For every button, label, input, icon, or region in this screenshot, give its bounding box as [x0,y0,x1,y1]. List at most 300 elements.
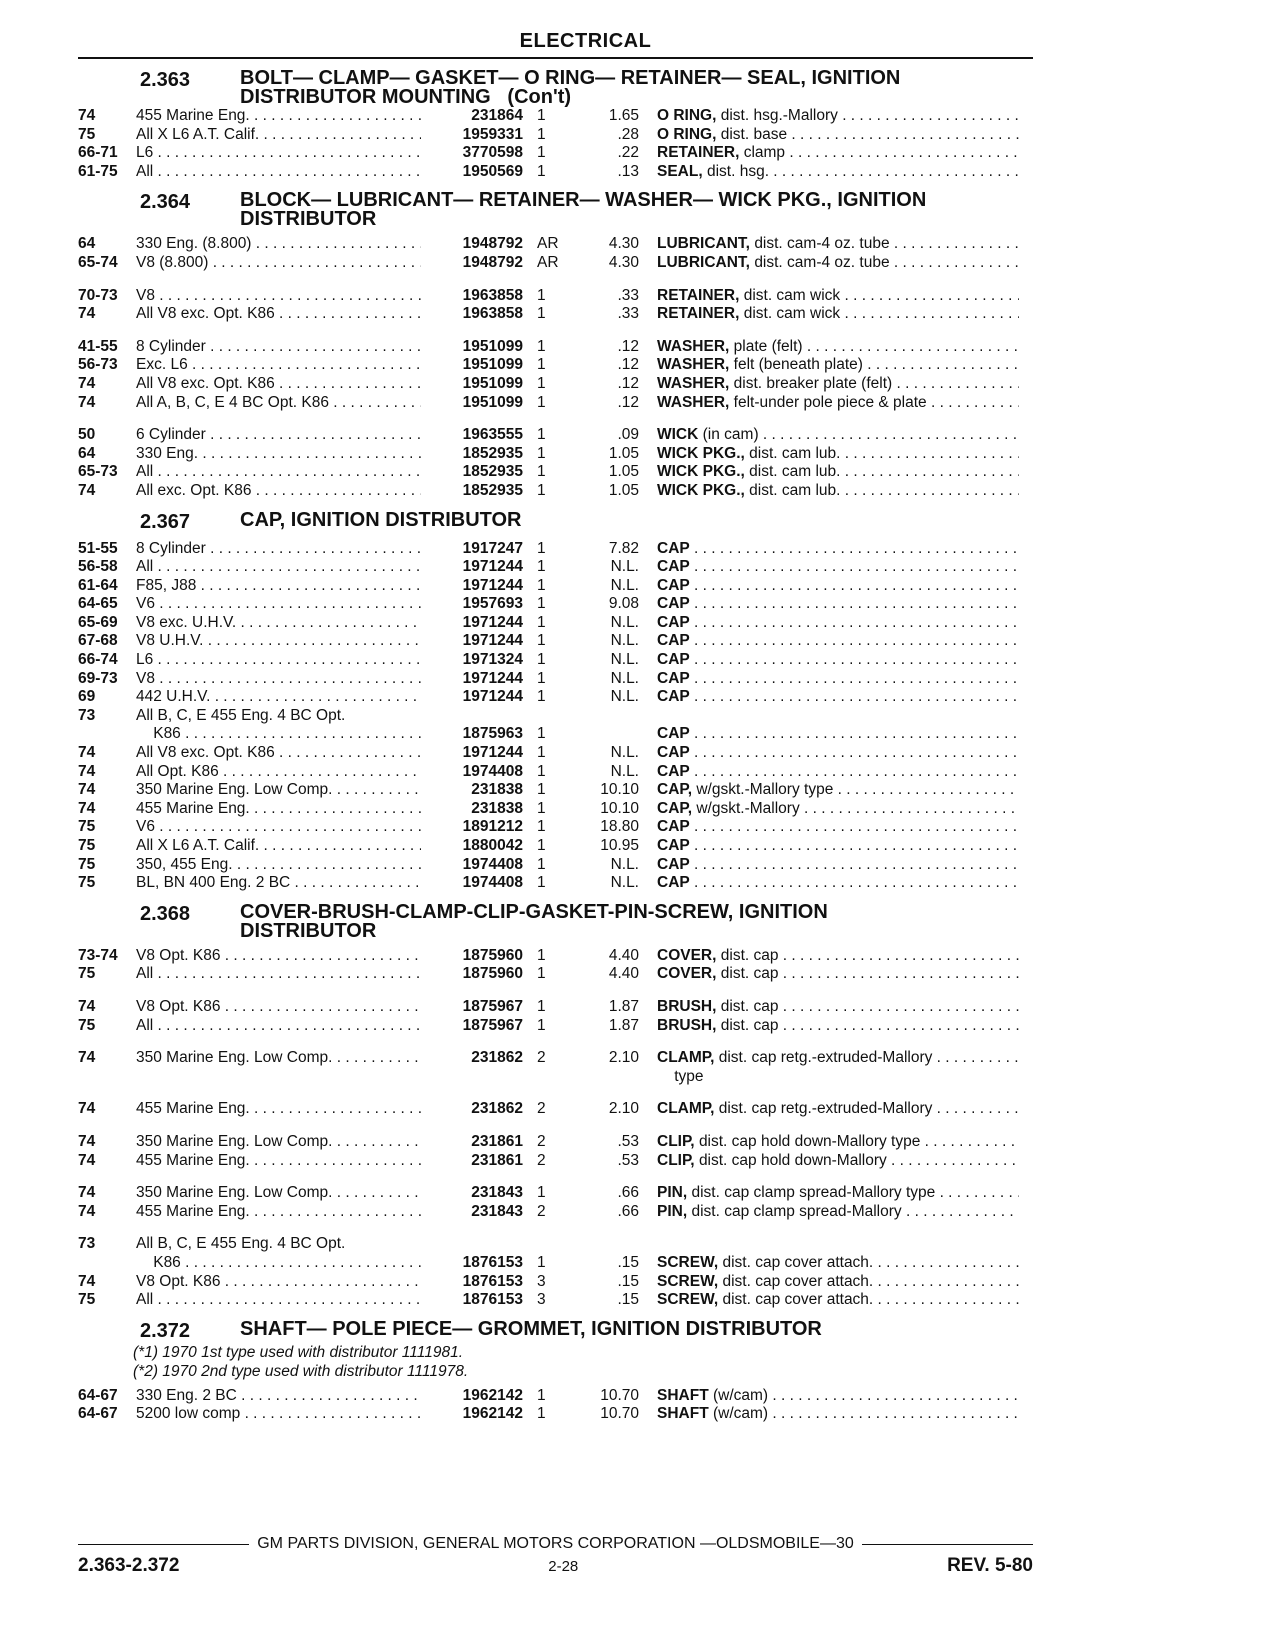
item-name: RETAINER, [657,305,740,323]
quantity-cell [523,254,581,273]
item-name: CAP [657,558,690,576]
part-row [78,837,1033,856]
application-cell-text: 350 Marine Eng. Low Comp. [136,1049,333,1067]
year-cell-text: 69-73 [78,669,118,687]
year-cell-text: 74 [78,799,96,817]
application-cell [136,1068,421,1087]
part-row [78,744,1033,763]
footer-publisher: GM PARTS DIVISION, GENERAL MOTORS CORPORATION —OLDSMOBILE—30 [257,1535,854,1552]
leader-dots [785,144,1019,161]
application-cell-text: V8 Opt. K86 [136,997,221,1015]
year-cell-text: 74 [78,781,96,799]
quantity-cell-text: 1 [537,946,546,964]
application-cell [136,744,421,763]
leader-dots [188,356,421,373]
year-cell-text: 65-74 [78,253,118,271]
price-cell-text: 1.87 [608,1016,639,1034]
part-number-cell-text: 1971244 [462,576,523,594]
year-cell [78,287,136,306]
part-row [78,1273,1033,1292]
part-number-cell [421,445,523,464]
part-number-cell [421,394,523,413]
quantity-cell-text: 1 [537,799,546,817]
price-cell-text: 4.30 [608,235,639,253]
part-number-cell-text: 1974408 [462,874,523,892]
quantity-cell [523,1184,581,1203]
item-name: WASHER, [657,393,730,411]
price-cell-text: N.L. [610,762,639,780]
item-name: WASHER, [657,374,730,392]
price-cell [581,445,639,464]
leader-dots [690,744,1019,761]
leader-dots [181,1254,421,1271]
description-cell [639,744,1019,763]
quantity-cell [523,614,581,633]
item-name: CAP [657,725,690,743]
quantity-cell [523,1405,581,1424]
quantity-cell [523,725,581,744]
leader-dots [690,632,1019,649]
quantity-cell [523,818,581,837]
part-number-cell-text: 1963858 [462,286,523,304]
year-cell-text: 66-71 [78,144,118,162]
section-title [240,191,926,229]
application-cell-text: All [136,1016,154,1034]
leader-dots [153,1291,421,1308]
price-cell-text: .53 [617,1151,639,1169]
item-description: dist. cam wick [743,286,841,304]
application-cell [136,1387,421,1406]
application-cell-text: All [136,1291,154,1309]
year-cell [78,818,136,837]
leader-dots [778,965,1019,982]
quantity-cell-text: 1 [537,558,546,576]
application-cell-text: 6 Cylinder [136,426,206,444]
quantity-cell [523,1235,581,1254]
part-number-cell-text: 1962142 [462,1405,523,1423]
leader-dots [259,837,421,854]
part-row [78,540,1033,559]
leader-dots [769,163,1019,180]
section-title-line1: SHAFT— POLE PIECE— GROMMET, IGNITION DISTRIBUTOR [240,1317,822,1340]
part-number-cell-text: 1959331 [462,125,523,143]
leader-dots [840,305,1019,322]
year-cell-text: 73 [78,706,96,724]
application-cell [136,763,421,782]
item-name: CAP [657,818,690,836]
price-cell [581,1405,639,1424]
quantity-cell [523,688,581,707]
section-2-372 [78,1317,1033,1424]
part-row [78,632,1033,651]
description-cell [639,287,1019,306]
group-spacer [78,1221,1033,1235]
year-cell [78,837,136,856]
description-cell [639,800,1019,819]
part-row [78,163,1033,182]
application-cell-text: 330 Eng. (8.800) [136,235,252,253]
year-cell [78,763,136,782]
quantity-cell-text: 2 [537,1151,546,1169]
footer-bottom [78,1555,1033,1577]
year-cell [78,595,136,614]
description-cell [639,305,1019,324]
leader-dots [690,763,1019,780]
year-cell-text: 75 [78,125,96,143]
part-row [78,1100,1033,1119]
leader-dots [332,1184,421,1201]
price-cell [581,1203,639,1222]
quantity-cell-text: 1 [537,463,546,481]
price-cell [581,614,639,633]
description-cell [639,394,1019,413]
quantity-cell-text: 1 [537,725,546,743]
year-cell-text: 70-73 [78,286,118,304]
leader-dots [259,126,421,143]
price-cell [581,1387,639,1406]
part-number-cell [421,744,523,763]
price-cell [581,482,639,501]
price-cell [581,235,639,254]
application-cell-text: All A, B, C, E 4 BC Opt. K86 [136,393,329,411]
leader-dots [840,482,1019,499]
description-cell [639,107,1019,126]
year-cell-text: 74 [78,1100,96,1118]
footer-line [78,1535,1033,1553]
item-name: CLAMP, [657,1100,715,1118]
application-cell-text: BL, BN 400 Eng. 2 BC [136,874,291,892]
description-cell [639,1273,1019,1292]
year-cell-text: 74 [78,1184,96,1202]
description-cell [639,947,1019,966]
part-number-cell [421,651,523,670]
quantity-cell-text: 1 [537,576,546,594]
quantity-cell [523,670,581,689]
part-number-cell [421,235,523,254]
part-row [78,1387,1033,1406]
price-cell [581,856,639,875]
leader-dots [787,126,1019,143]
item-name: CAP [657,613,690,631]
description-cell [639,781,1019,800]
leader-dots [220,1273,421,1290]
leader-dots [220,947,421,964]
part-row [78,595,1033,614]
price-cell-text: 10.10 [600,781,639,799]
description-cell [639,856,1019,875]
price-cell [581,163,639,182]
leader-dots [206,338,421,355]
part-number-cell [421,287,523,306]
part-row [78,463,1033,482]
item-description: felt-under pole piece & plate [733,393,927,411]
year-cell [78,707,136,726]
item-description: w/gskt.-Mallory [696,799,800,817]
item-name: CAP [657,855,690,873]
part-row [78,1184,1033,1203]
application-cell-text: All exc. Opt. K86 [136,481,252,499]
item-name: CLIP, [657,1132,695,1150]
description-cell [639,1133,1019,1152]
application-cell-text: K86 [136,725,181,743]
quantity-cell-text: AR [537,253,559,271]
sections-container [78,69,1033,1424]
section-heading [140,508,1033,534]
part-row [78,126,1033,145]
leader-dots [250,1203,421,1220]
item-name: SEAL, [657,162,703,180]
quantity-cell [523,781,581,800]
price-cell-text: .15 [617,1272,639,1290]
price-cell [581,540,639,559]
application-cell-text: 350 Marine Eng. Low Comp. [136,1132,333,1150]
quantity-cell-text: 1 [537,356,546,374]
year-cell [78,463,136,482]
description-cell [639,998,1019,1017]
item-name: WICK PKG., [657,481,745,499]
price-cell-text: .22 [617,144,639,162]
quantity-cell [523,426,581,445]
part-row [78,577,1033,596]
application-cell-text: V8 Opt. K86 [136,1272,221,1290]
part-row [78,781,1033,800]
description-cell [639,1203,1019,1222]
part-number-cell-text: 1875967 [462,1016,523,1034]
part-number-cell-text: 1974408 [462,762,523,780]
part-number-cell [421,1068,523,1087]
description-cell [639,235,1019,254]
quantity-cell-text: 1 [537,107,546,124]
part-number-cell-text: 1962142 [462,1386,523,1404]
item-name: COVER, [657,946,717,964]
leader-dots [690,725,1019,742]
part-number-cell [421,107,523,126]
quantity-cell-text: 2 [537,1100,546,1118]
leader-dots [690,577,1019,594]
year-cell-text: 74 [78,997,96,1015]
year-cell [78,426,136,445]
part-number-cell [421,837,523,856]
year-cell-text: 74 [78,1202,96,1220]
application-cell-text: 442 U.H.V. [136,688,211,706]
item-name: BRUSH, [657,1016,717,1034]
part-number-cell [421,1049,523,1068]
price-cell-text: N.L. [610,744,639,762]
description-cell [639,1049,1019,1068]
item-description: dist. cam-4 oz. tube [754,253,890,271]
price-cell [581,874,639,893]
application-cell [136,965,421,984]
price-cell-text: .12 [617,337,639,355]
part-number-cell [421,540,523,559]
application-cell-text: All [136,162,154,180]
year-cell [78,540,136,559]
year-cell-text: 75 [78,818,96,836]
part-number-cell-text: 1971244 [462,669,523,687]
price-cell [581,670,639,689]
price-cell [581,744,639,763]
application-cell [136,126,421,145]
application-cell-text: 330 Eng. [136,444,199,462]
part-number-cell [421,558,523,577]
application-cell [136,338,421,357]
item-description: type [657,1067,704,1085]
price-cell [581,1184,639,1203]
year-cell [78,375,136,394]
description-cell [639,356,1019,375]
part-row [78,614,1033,633]
application-cell [136,781,421,800]
quantity-cell [523,1203,581,1222]
price-cell [581,1291,639,1310]
year-cell [78,1203,136,1222]
item-name: SHAFT [657,1405,709,1423]
application-cell [136,1100,421,1119]
price-cell-text: 4.40 [608,965,639,983]
quantity-cell-text: 1 [537,1386,546,1404]
part-number-cell [421,426,523,445]
section-number: 2.367 [140,510,191,533]
item-name: WASHER, [657,337,730,355]
year-cell-text: 64-67 [78,1405,118,1423]
price-cell-text: .33 [617,305,639,323]
quantity-cell [523,800,581,819]
price-cell-text: 1.05 [608,444,639,462]
price-cell [581,725,639,744]
item-description: dist. cam lub. [749,481,841,499]
item-description: dist. cam wick [743,305,841,323]
item-name: SHAFT [657,1386,709,1404]
item-name: CAP [657,539,690,557]
leader-dots [803,338,1019,355]
item-name: PIN, [657,1184,688,1202]
item-name: CAP [657,669,690,687]
price-cell [581,1254,639,1273]
group-spacer [78,984,1033,998]
leader-dots [155,287,421,304]
year-cell-text: 74 [78,481,96,499]
description-cell [639,163,1019,182]
leader-dots [768,1405,1019,1422]
quantity-cell-text: 1 [537,781,546,799]
application-cell [136,254,421,273]
application-cell [136,1152,421,1171]
year-cell-text: 74 [78,1151,96,1169]
year-cell-text: 74 [78,1272,96,1290]
quantity-cell [523,744,581,763]
item-name: CAP [657,762,690,780]
price-cell-text: N.L. [610,669,639,687]
application-cell-text: All [136,463,154,481]
part-row [78,763,1033,782]
quantity-cell-text: 1 [537,613,546,631]
part-number-cell-text: 1852935 [462,463,523,481]
leader-dots [206,426,421,443]
item-name: WICK PKG., [657,463,745,481]
part-row [78,1068,1033,1087]
year-cell [78,1184,136,1203]
application-cell [136,394,421,413]
year-cell-text: 74 [78,374,96,392]
year-cell [78,874,136,893]
leader-dots [838,107,1019,124]
part-row [78,818,1033,837]
quantity-cell [523,375,581,394]
year-cell [78,235,136,254]
part-number-cell [421,254,523,273]
leader-dots [890,235,1019,252]
year-cell [78,356,136,375]
part-row [78,856,1033,875]
part-row [78,338,1033,357]
year-cell [78,1405,136,1424]
part-number-cell [421,338,523,357]
quantity-cell [523,1387,581,1406]
application-cell [136,540,421,559]
leader-dots [690,595,1019,612]
year-cell-text: 56-58 [78,558,118,576]
price-cell [581,305,639,324]
application-cell-text: V8 exc. U.H.V. [136,613,237,631]
year-cell-text: 69 [78,688,96,706]
description-cell [639,595,1019,614]
item-description: dist. cap retg.-extruded-Mallory [718,1100,933,1118]
year-cell-text: 56-73 [78,356,118,374]
price-cell [581,763,639,782]
price-cell [581,1273,639,1292]
item-description: dist. cam lub. [749,444,841,462]
price-cell [581,595,639,614]
part-row [78,688,1033,707]
application-cell [136,235,421,254]
part-number-cell [421,856,523,875]
item-name: CAP [657,632,690,650]
leader-dots [902,1203,1019,1220]
leader-dots [690,670,1019,687]
description-cell [639,725,1019,744]
leader-dots [329,394,421,411]
year-cell [78,1100,136,1119]
part-row [78,670,1033,689]
section-2-367 [78,508,1033,893]
quantity-cell-text: 1 [537,837,546,854]
price-cell [581,651,639,670]
quantity-cell [523,1273,581,1292]
leader-dots [887,1152,1019,1169]
part-number-cell-text: 1963555 [462,426,523,444]
year-cell [78,688,136,707]
description-cell [639,540,1019,559]
part-number-cell-text: 1971244 [462,688,523,706]
part-row [78,356,1033,375]
application-cell-text: 455 Marine Eng. [136,1100,250,1118]
description-cell [639,338,1019,357]
part-number-cell-text: 1951099 [462,356,523,374]
year-cell [78,163,136,182]
price-cell-text: .09 [617,426,639,444]
quantity-cell-text: 1 [537,374,546,392]
price-cell-text: 9.08 [608,595,639,613]
leader-dots [690,874,1019,891]
application-cell [136,818,421,837]
year-cell-text: 67-68 [78,632,118,650]
description-cell [639,463,1019,482]
application-cell [136,577,421,596]
description-cell [639,126,1019,145]
part-number-cell [421,482,523,501]
description-cell [639,577,1019,596]
part-number-cell-text: 1852935 [462,444,523,462]
